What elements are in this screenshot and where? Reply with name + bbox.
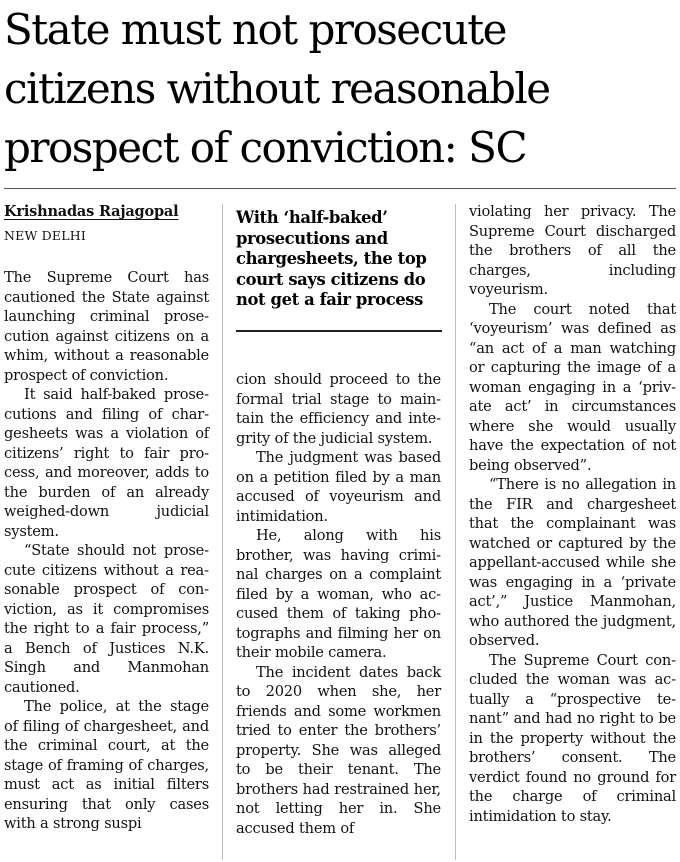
pull-quote-line: prosecutions and xyxy=(236,228,388,248)
pull-quote-line: not get a fair process xyxy=(236,290,423,310)
column-divider xyxy=(455,204,456,860)
body-paragraph: “There is no allegation in the FIR and chargesheet that the complainant was watched or captured by the appellant-accused while she was engaging in a ‘private act’,” Justice Manmohan, who authored the judgment, observed. xyxy=(469,476,676,649)
body-paragraph: cion should proceed to the formal trial stage to maintain the efficiency and integrity of the judicial system. xyxy=(236,371,441,447)
pull-quote xyxy=(236,208,442,311)
body-paragraph: It said half-baked prosecutions and filing of chargesheets was a violation of citizens’ right to fair process, and moreover, adds to the burden of an already weighed-down judicial system. xyxy=(4,386,209,540)
dateline: NEW DELHI xyxy=(4,228,86,243)
headline-line: State must not prosecute xyxy=(4,5,506,54)
body-paragraph: The Supreme Court concluded the woman was actually a “prospective tenant” and had no right to be in the property without the brothers’ consent. The verdict found no ground for the charge of criminal intimidation to stay. xyxy=(469,651,676,825)
byline-author: Krishnadas Rajagopal xyxy=(4,203,179,220)
pull-quote-rule xyxy=(236,330,442,332)
pull-quote-line: With ‘half-baked’ xyxy=(236,208,388,227)
headline xyxy=(4,0,676,177)
body-paragraph: The police, at the stage of filing of chargesheet, and the criminal court, at the stage of framing of charges, must act as initial filters ensuring that only cases with a strong suspi xyxy=(4,698,209,832)
article-column-1 xyxy=(4,202,209,834)
article-column-3 xyxy=(469,202,676,826)
body-paragraph: He, along with his brother, was having criminal charges on a complaint filed by a woman, who accused them of taking photographs and filming her on their mobile camera. xyxy=(236,527,441,661)
column-divider xyxy=(222,204,223,860)
pull-quote-line: court says citizens do xyxy=(236,269,426,289)
body-paragraph: The Supreme Court has cautioned the State against launching criminal prosecution against citizens on a whim, without a reasonable prospect of conviction. xyxy=(4,269,209,384)
body-paragraph: The incident dates back to 2020 when she, her friends and some workmen tried to enter the brothers’ property. She was alleged to be their tenant. The brothers had restrained her, not letting her in. She accused them of xyxy=(236,663,441,837)
pull-quote-line: chargesheets, the top xyxy=(236,249,427,269)
body-paragraph: violating her privacy. The Supreme Court discharged the brothers of all the charges, including voyeurism. xyxy=(469,203,676,298)
headline-line: citizens without reasonable xyxy=(4,64,550,113)
headline-rule xyxy=(4,188,676,189)
body-paragraph: The court noted that ‘voyeurism’ was defined as “an act of a man watching or capturing the image of a woman engaging in a ‘private act’ in circumstances where she would usually have the expectation of not being observed”. xyxy=(469,300,676,474)
headline-line: prospect of conviction: SC xyxy=(4,123,527,172)
body-paragraph: “State should not prosecute citizens without a reasonable prospect of conviction, as it compromises the right to a fair process,” a Bench of Justices N.K. Singh and Manmohan cautioned. xyxy=(4,542,209,696)
body-paragraph: The judgment was based on a petition filed by a man accused of voyeurism and intimidation. xyxy=(236,449,441,525)
article-column-2 xyxy=(236,370,441,838)
